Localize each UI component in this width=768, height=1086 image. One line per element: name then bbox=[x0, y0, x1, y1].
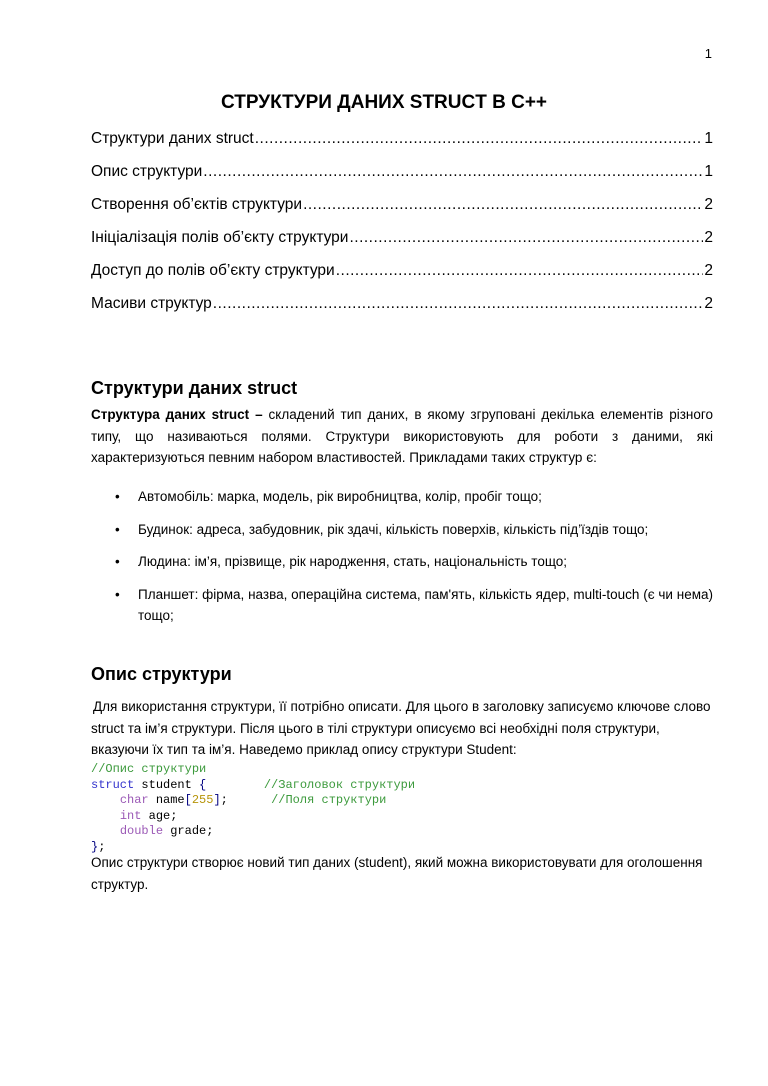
code-identifier: grade; bbox=[163, 824, 214, 838]
code-punctuation: ; bbox=[98, 839, 106, 854]
list-item bbox=[91, 551, 713, 573]
toc-leader bbox=[303, 196, 703, 214]
code-type: int bbox=[119, 808, 142, 823]
toc-entry[interactable] bbox=[91, 295, 713, 328]
list-item-text: Людина: ім’я, прізвище, рік народження, стать, національність тощо; bbox=[138, 554, 568, 569]
code-block bbox=[91, 762, 415, 855]
definition-text: складений тип даних, в якому згруповані декілька елементів різного типу, що називаються полями. Структури використовують для роботи з даними, які характеризуються певним набором властивостей. Прикладами таких структур є: bbox=[91, 407, 713, 465]
code-comment: //Опис структури bbox=[91, 762, 207, 776]
toc-entry[interactable] bbox=[91, 229, 713, 262]
toc-entry[interactable] bbox=[91, 196, 713, 229]
toc-entry-page: 2 bbox=[704, 295, 713, 312]
toc-leader bbox=[336, 262, 704, 280]
table-of-contents bbox=[91, 130, 713, 328]
code-punctuation: } bbox=[91, 839, 99, 854]
code-keyword: struct bbox=[91, 777, 135, 792]
toc-entry-page: 2 bbox=[704, 229, 713, 246]
list-item-text: Планшет: фірма, назва, операційна система, пам'ять, кількість ядер, multi-touch (є чи нема) тощо; bbox=[138, 586, 713, 623]
examples-list bbox=[91, 486, 713, 638]
section-heading-struct: Структури даних struct bbox=[91, 378, 298, 398]
toc-leader bbox=[203, 163, 703, 181]
bullet-icon: • bbox=[115, 489, 120, 504]
toc-entry-page: 2 bbox=[704, 196, 713, 213]
description-paragraph: Для використання структури, її потрібно описати. Для цього в заголовку записуємо ключове слово struct та ім’я структури. Після цього в тілі структури описуємо всі необхідні поля структури, вказуючи їх тип та ім’я. Наведемо приклад опису структури Student: bbox=[91, 699, 711, 757]
code-identifier: age; bbox=[141, 808, 178, 823]
toc-entry-page: 1 bbox=[704, 130, 713, 147]
definition-term: Структура даних struct – bbox=[91, 407, 263, 422]
toc-entry-label: Масиви структур bbox=[91, 295, 212, 312]
code-punctuation: [ bbox=[184, 793, 192, 807]
list-item-text: Автомобіль: марка, модель, рік виробництва, колір, пробіг тощо; bbox=[138, 489, 542, 504]
bullet-icon: • bbox=[115, 554, 120, 569]
code-comment: //Поля структури bbox=[271, 793, 387, 807]
list-item bbox=[91, 584, 713, 627]
code-punctuation: ] bbox=[213, 793, 221, 807]
bullet-icon: • bbox=[115, 521, 120, 537]
toc-entry[interactable] bbox=[91, 130, 713, 163]
code-punctuation: { bbox=[199, 777, 207, 792]
toc-entry-label: Доступ до полів об’єкту структури bbox=[91, 262, 335, 279]
list-item-text: Будинок: адреса, забудовник, рік здачі, кількість поверхів, кількість під’їздів тощо; bbox=[138, 521, 649, 537]
code-identifier: student bbox=[134, 777, 200, 792]
list-item bbox=[91, 519, 713, 541]
toc-entry-label: Створення об’єктів структури bbox=[91, 196, 303, 213]
toc-entry[interactable] bbox=[91, 163, 713, 196]
toc-entry-page: 1 bbox=[704, 163, 713, 180]
code-number: 255 bbox=[191, 793, 214, 807]
definition-paragraph bbox=[91, 404, 713, 469]
toc-entry-label: Опис структури bbox=[91, 163, 203, 180]
toc-leader bbox=[255, 130, 704, 148]
toc-entry-label: Структури даних struct bbox=[91, 130, 254, 147]
page-number: 1 bbox=[704, 46, 712, 61]
code-comment: //Заголовок структури bbox=[263, 777, 416, 792]
toc-entry-label: Ініціалізація полів об’єкту структури bbox=[91, 229, 349, 246]
code-punctuation: ; bbox=[220, 793, 228, 807]
toc-entry[interactable] bbox=[91, 262, 713, 295]
code-identifier: name bbox=[148, 793, 185, 807]
document-title: СТРУКТУРИ ДАНИХ STRUCT В С++ bbox=[220, 92, 548, 113]
toc-leader bbox=[349, 229, 703, 247]
list-item bbox=[91, 486, 713, 508]
code-type: char bbox=[119, 793, 149, 807]
description-outro: Опис структури створює новий тип даних (student), який можна використовувати для оголошення структур. bbox=[91, 855, 703, 892]
toc-leader bbox=[213, 295, 704, 313]
toc-entry-page: 2 bbox=[704, 262, 713, 279]
section-heading-description: Опис структури bbox=[91, 664, 232, 684]
bullet-icon: • bbox=[115, 586, 120, 602]
code-type: double bbox=[119, 824, 164, 838]
